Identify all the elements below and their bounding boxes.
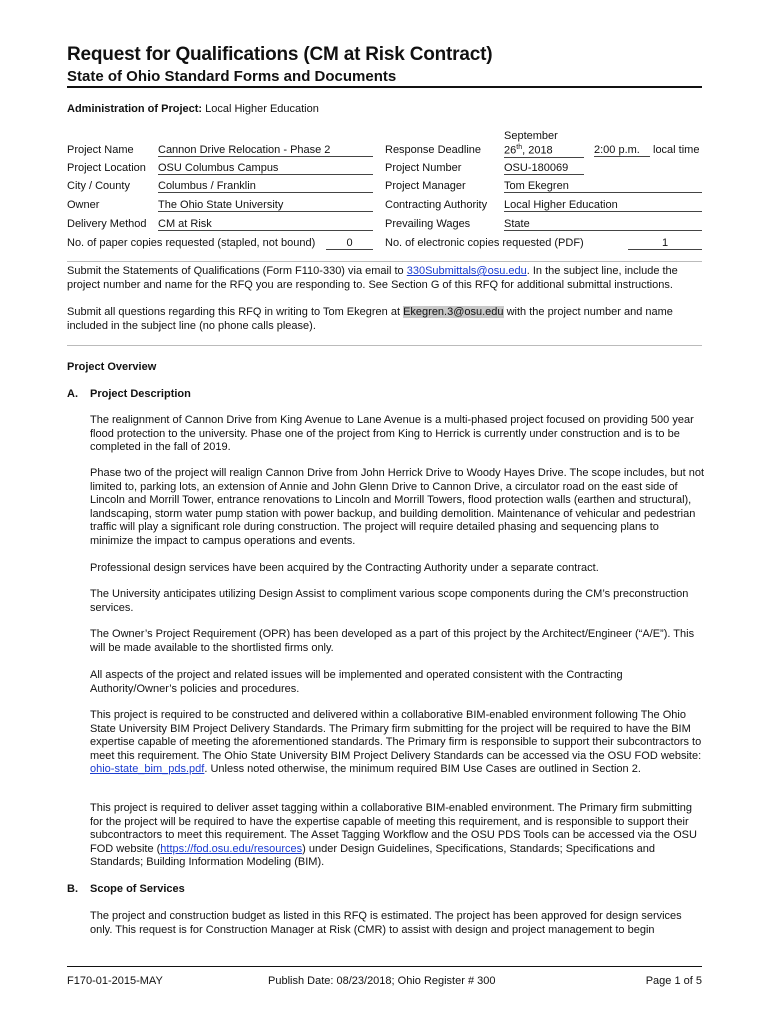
submit-text-a: Submit the Statements of Qualifications (Form F110-330) via email to xyxy=(67,265,407,277)
submit-instructions xyxy=(67,265,707,292)
delivery-method-value: CM at Risk xyxy=(158,218,373,231)
tag-text-a: This project is required to deliver asset tagging within a collaborative BIM-enabled environment. The Primary firm submitting for the project will be required to have the expertise capable of meeting this requirement, and is responsible to support their subcontractors to meet this requirement. The Asset Tagging Workflow and the OSU PDS Tools can be accessed via the OSU FOD website ( xyxy=(90,802,697,855)
electronic-copies-value: 1 xyxy=(628,237,702,250)
administration-label: Administration of Project: xyxy=(67,103,203,115)
submit-text-b: . In the subject line, include the xyxy=(526,265,678,277)
administration-value: Local Higher Education xyxy=(205,103,319,115)
project-overview-heading: Project Overview xyxy=(67,361,157,373)
administration-line xyxy=(67,103,319,115)
prevailing-wages-label: Prevailing Wages xyxy=(385,218,471,230)
deadline-time-suffix: local time xyxy=(653,144,700,156)
description-paragraph: The University anticipates utilizing Design Assist to compliment various scope components during the CM’s preconstruction services. xyxy=(90,588,689,614)
city-county-label: City / County xyxy=(67,180,130,192)
project-name-label: Project Name xyxy=(67,144,134,156)
section-a-heading: Project Description xyxy=(90,388,191,400)
paper-copies-value: 0 xyxy=(326,237,373,250)
questions-text-a: Submit all questions regarding this RFQ in writing to Tom Ekegren at xyxy=(67,306,404,318)
contracting-authority-label: Contracting Authority xyxy=(385,199,488,211)
footer-divider xyxy=(67,966,702,967)
questions-text-b: with the project number and name xyxy=(503,306,673,318)
deadline-date-line1: September xyxy=(504,130,558,142)
asset-tagging-paragraph xyxy=(90,802,705,870)
paper-copies-label: No. of paper copies requested (stapled, not bound) xyxy=(67,237,316,249)
project-number-label: Project Number xyxy=(385,162,462,174)
page-number: Page 1 of 5 xyxy=(645,975,702,987)
contracting-authority-value: Local Higher Education xyxy=(504,199,702,212)
section-divider xyxy=(67,261,702,262)
submittals-email-link[interactable]: 330Submittals@osu.edu xyxy=(406,265,527,277)
bim-pds-link[interactable]: ohio-state_bim_pds.pdf xyxy=(90,763,205,776)
submit-text-line2: project number and name for the RFQ you are responding to. See Section G of this RFQ for additional submittal instructions. xyxy=(67,278,673,291)
project-location-value: OSU Columbus Campus xyxy=(158,162,373,175)
project-name-value: Cannon Drive Relocation - Phase 2 xyxy=(158,144,373,157)
deadline-date xyxy=(504,144,584,158)
page-title: Request for Qualifications (CM at Risk Contract) xyxy=(67,44,493,65)
deadline-day-suffix: th xyxy=(516,144,523,151)
description-paragraph: Professional design services have been acquired by the Contracting Authority under a separate contract. xyxy=(90,562,599,574)
bim-text-b: . Unless noted otherwise, the minimum required BIM Use Cases are outlined in Section 2. xyxy=(204,763,641,776)
description-paragraph: Phase two of the project will realign Cannon Drive from John Herrick Drive to Woody Hayes Drive. The scope includes, but not limited to, parking lots, an extension of Annie and John Glenn Drive to Cannon Drive, a circulator road on the east side of Lincoln and Morrill Tower, entrance renovations to Lincoln and Morrill Towers, flood protection walls (earthen and structural), landscaping, storm water pump station with power backup, and building demolition. Maintenance of vehicular and pedestrian traffic will play a significant role during construction. The project will require detailed phasing and sequencing plans to minimize the impact to campus operations and events. xyxy=(90,467,705,547)
owner-label: Owner xyxy=(67,199,100,211)
owner-value: The Ohio State University xyxy=(158,199,373,212)
description-paragraph: The realignment of Cannon Drive from King Avenue to Lane Avenue is a multi-phased project focused on providing 500 year flood protection to the university. Phase one of the project from King to Herrick is currently under construction and is to be completed in the fall of 2019. xyxy=(90,414,694,454)
city-county-value: Columbus / Franklin xyxy=(158,180,373,193)
prevailing-wages-value: State xyxy=(504,218,702,231)
deadline-year: , 2018 xyxy=(522,144,553,157)
fod-resources-link[interactable]: https://fod.osu.edu/resources xyxy=(160,842,303,855)
description-paragraph: The Owner’s Project Requirement (OPR) has been developed as a part of this project by the Architect/Engineer (“A/E”). This will be made available to the shortlisted firms only. xyxy=(90,628,695,654)
questions-instructions xyxy=(67,306,707,333)
delivery-method-label: Delivery Method xyxy=(67,218,147,230)
deadline-time: 2:00 p.m. xyxy=(594,144,650,157)
section-b-heading: Scope of Services xyxy=(90,883,185,895)
project-manager-value: Tom Ekegren xyxy=(504,180,702,193)
project-number-value: OSU-180069 xyxy=(504,162,584,175)
bim-paragraph xyxy=(90,709,705,777)
page-subtitle: State of Ohio Standard Forms and Documents xyxy=(67,68,397,85)
tag-text-b: ) under Design Guidelines, Specifications, Standards; Specifications and Standards; Building Information Modeling (BIM). xyxy=(90,842,655,869)
form-id: F170-01-2015-MAY xyxy=(67,975,163,987)
section-a-letter: A. xyxy=(67,388,78,400)
project-manager-label: Project Manager xyxy=(385,180,466,192)
project-location-label: Project Location xyxy=(67,162,146,174)
response-deadline-label: Response Deadline xyxy=(385,144,482,156)
description-paragraph: All aspects of the project and related issues will be implemented and operated consistent with the Contracting Authority/Owner’s policies and procedures. xyxy=(90,669,623,695)
section-b-letter: B. xyxy=(67,883,78,895)
title-divider xyxy=(67,86,702,88)
contact-email[interactable]: Ekegren.3@osu.edu xyxy=(403,306,504,318)
publish-date: Publish Date: 08/23/2018; Ohio Register # 300 xyxy=(268,975,496,987)
questions-text-line2: included in the subject line (no phone calls please). xyxy=(67,319,316,332)
scope-paragraph: The project and construction budget as listed in this RFQ is estimated. The project has been approved for design services only. This request is for Construction Manager at Risk (CMR) to assist with design and project management to begin xyxy=(90,910,682,936)
deadline-day: 26 xyxy=(504,144,517,157)
bim-text-a: This project is required to be constructed and delivered within a collaborative BIM-enabled environment following The Ohio State University BIM Project Delivery Standards. The Primary firm submitting for the project will be required to have the BIM expertise capable of meeting the aforementioned standards. The Primary firm is responsible to support their subcontractors to meet this requirement. The Ohio State University BIM Project Delivery Standards can be accessed via the OSU FOD website: xyxy=(90,709,702,762)
electronic-copies-label: No. of electronic copies requested (PDF) xyxy=(385,237,584,249)
section-divider-2 xyxy=(67,345,702,346)
